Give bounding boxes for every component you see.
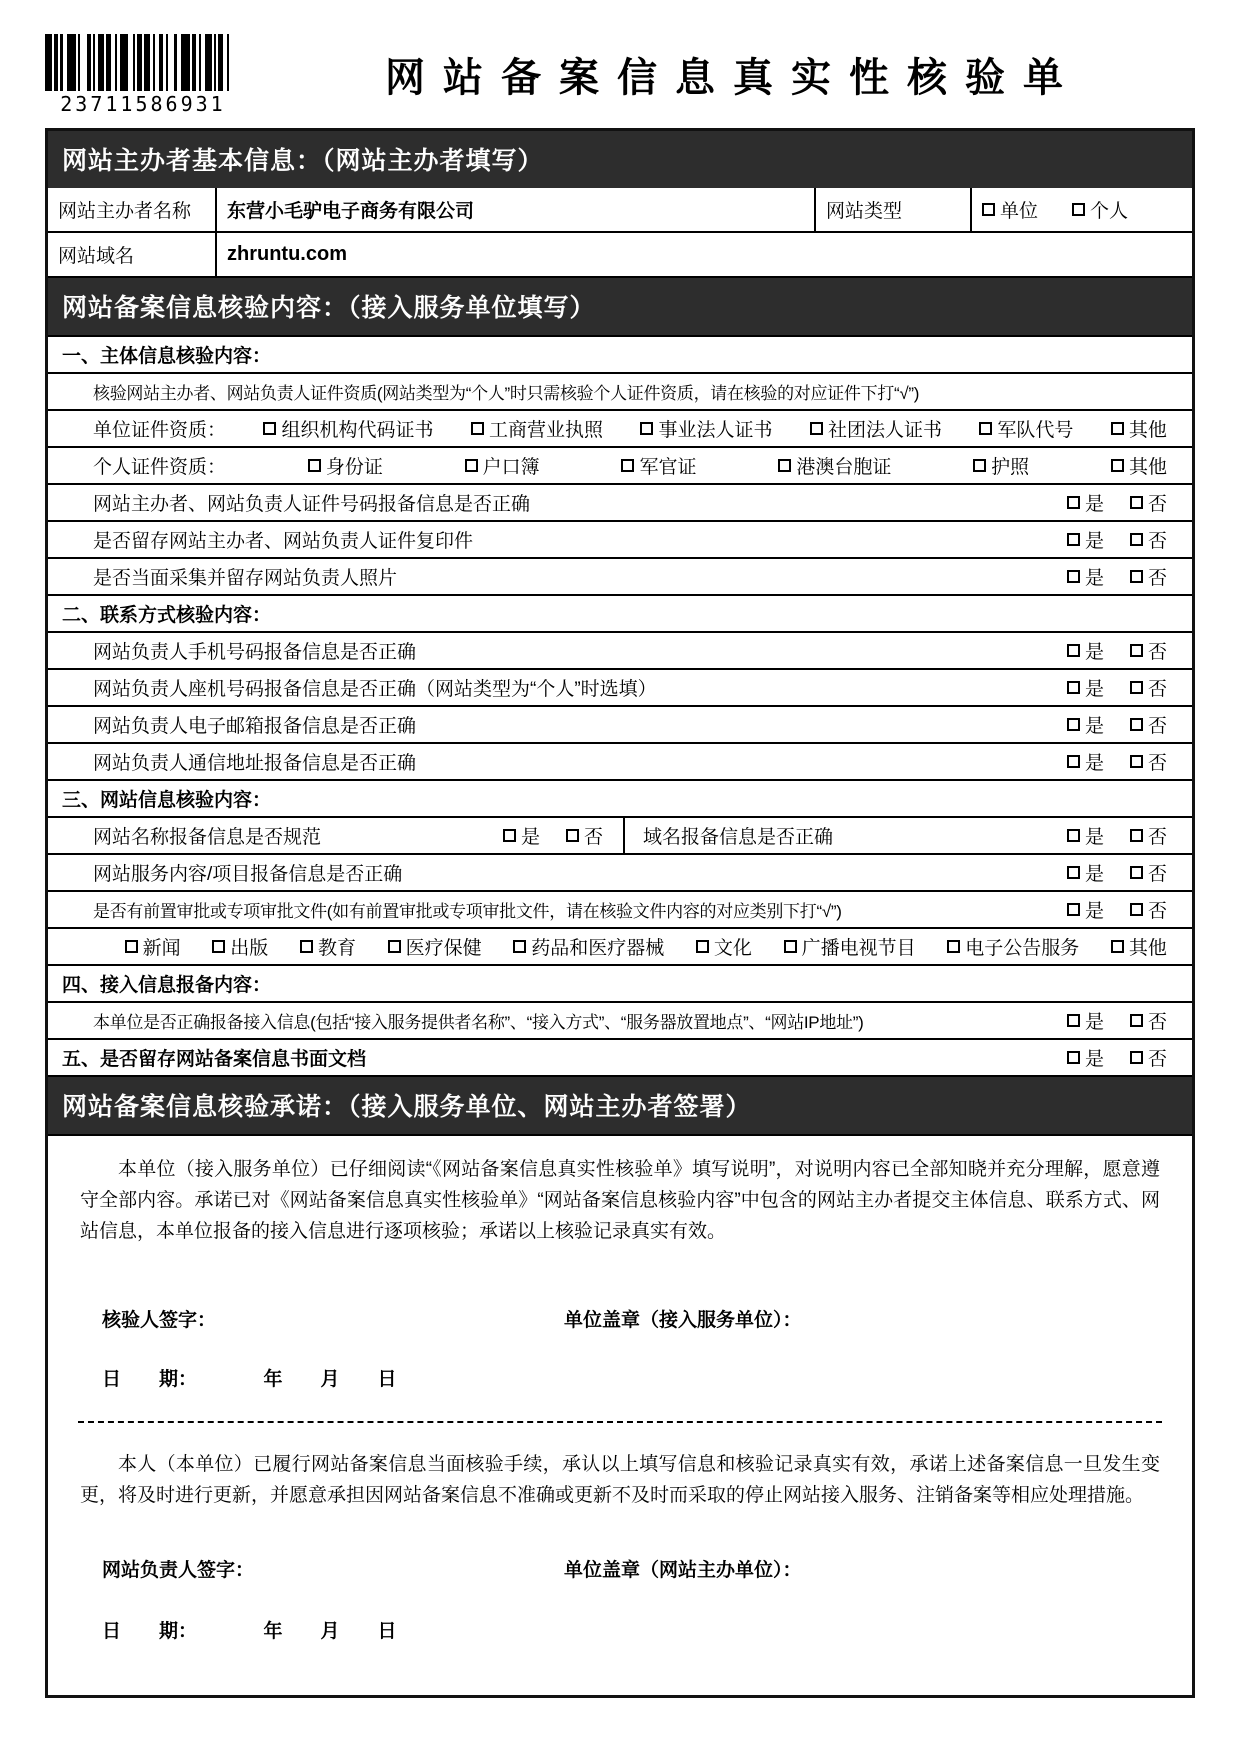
checkbox-icon[interactable] <box>263 422 276 435</box>
yes-no-group <box>1067 748 1192 775</box>
responsible-sign-label: 网站负责人签字： <box>102 1560 255 1581</box>
verify-subheader: 一、主体信息核验内容： <box>62 346 272 367</box>
checkbox-icon[interactable] <box>1130 1014 1143 1027</box>
yes-option[interactable] <box>1067 711 1104 738</box>
site-type-option-unit[interactable]: 单位 <box>982 196 1038 223</box>
verify-question: 五、是否留存网站备案信息书面文档 <box>62 1049 367 1070</box>
yes-no-group <box>1067 711 1192 738</box>
checkbox-icon[interactable] <box>1067 533 1080 546</box>
option-item[interactable] <box>513 933 664 960</box>
yes-option[interactable] <box>1067 563 1104 590</box>
verify-row <box>48 927 1192 964</box>
verify-row <box>48 1001 1192 1038</box>
no-option[interactable] <box>1130 859 1167 886</box>
option-label: 其他 <box>1128 938 1167 959</box>
option-label: 是 <box>1084 679 1104 700</box>
yes-no-group <box>1067 822 1192 849</box>
option-label: 文化 <box>713 938 752 959</box>
checkbox-icon[interactable] <box>1067 496 1080 509</box>
verify-subheader: 二、联系方式核验内容： <box>62 605 272 626</box>
option-label: 是 <box>1084 531 1104 552</box>
option-label: 军官证 <box>639 457 697 478</box>
yes-no-group <box>1067 674 1192 701</box>
checkbox-icon[interactable] <box>947 940 960 953</box>
no-option[interactable] <box>1130 674 1167 701</box>
verify-row <box>48 1038 1192 1075</box>
verify-question: 是否当面采集并留存网站负责人照片 <box>93 568 398 589</box>
isp-sign-row <box>74 1305 1166 1332</box>
yes-option[interactable] <box>1067 748 1104 775</box>
verify-row <box>48 964 1192 1001</box>
checkbox-icon[interactable] <box>1130 570 1143 583</box>
checkbox-icon[interactable] <box>1130 866 1143 879</box>
option-label: 是 <box>1084 642 1104 663</box>
verify-question: 是否有前置审批或专项审批文件(如有前置审批或专项审批文件，请在核验文件内容的对应类别下打“√”) <box>93 902 842 921</box>
verify-row <box>48 409 1192 446</box>
yes-option[interactable] <box>1067 489 1104 516</box>
option-item[interactable] <box>388 933 482 960</box>
option-label: 否 <box>1147 531 1167 552</box>
option-item[interactable] <box>778 452 891 479</box>
verify-row <box>48 446 1192 483</box>
option-item[interactable] <box>308 452 383 479</box>
verify-row <box>48 520 1192 557</box>
option-label: 否 <box>1147 753 1167 774</box>
no-option[interactable] <box>1130 489 1167 516</box>
verify-row <box>48 372 1192 409</box>
checkbox-icon[interactable] <box>308 459 321 472</box>
checkbox-icon[interactable] <box>1130 533 1143 546</box>
option-item[interactable] <box>212 933 268 960</box>
yes-option[interactable] <box>1067 859 1104 886</box>
option-label: 否 <box>1147 494 1167 515</box>
checkbox-icon[interactable] <box>1130 496 1143 509</box>
no-option[interactable] <box>1130 896 1167 923</box>
checkbox-icon[interactable] <box>640 422 653 435</box>
verify-question: 网站负责人手机号码报备信息是否正确 <box>93 642 417 663</box>
option-item[interactable] <box>125 933 181 960</box>
unit-seal-isp-label: 单位盖章（接入服务单位）： <box>564 1310 802 1331</box>
checkbox-icon[interactable] <box>513 940 526 953</box>
option-label: 是 <box>1084 753 1104 774</box>
organizer-name-label: 网站主办者名称 <box>58 201 192 222</box>
verify-row <box>48 335 1192 372</box>
option-item[interactable] <box>784 933 916 960</box>
option-label: 出版 <box>230 938 269 959</box>
checkbox-icon[interactable] <box>1067 681 1080 694</box>
option-label: 否 <box>1147 1049 1167 1070</box>
site-type-option-personal[interactable]: 个人 <box>1072 196 1128 223</box>
option-label: 否 <box>1147 901 1167 922</box>
option-label: 是 <box>1084 827 1104 848</box>
option-item[interactable] <box>1111 933 1167 960</box>
verify-question: 网站负责人电子邮箱报备信息是否正确 <box>93 716 417 737</box>
checkbox-icon[interactable] <box>696 940 709 953</box>
checkbox-icon[interactable] <box>1067 1051 1080 1064</box>
checkbox-icon[interactable] <box>1067 570 1080 583</box>
verify-question: 网站负责人通信地址报备信息是否正确 <box>93 753 417 774</box>
verify-question: 本单位是否正确报备接入信息(包括“接入服务提供者名称”、“接入方式”、“服务器放置地点”、“网站IP地址”) <box>93 1013 864 1032</box>
verifier-sign-label: 核验人签字： <box>102 1310 217 1331</box>
verify-row <box>48 816 1192 853</box>
domain-row <box>48 231 1192 276</box>
yes-no-group <box>1067 859 1192 886</box>
option-label: 电子公告服务 <box>965 938 1080 959</box>
no-option[interactable] <box>1130 1007 1167 1034</box>
option-item[interactable] <box>947 933 1079 960</box>
checkbox-icon[interactable] <box>1130 755 1143 768</box>
split-right-cell <box>625 822 1192 849</box>
yes-option[interactable] <box>1067 1044 1104 1071</box>
domain-label: 网站域名 <box>58 246 135 267</box>
checkbox-icon[interactable] <box>503 829 516 842</box>
yes-no-group <box>1067 489 1192 516</box>
page-title: 网站备案信息真实性核验单 <box>385 56 1081 100</box>
checkbox-icon[interactable] <box>1130 681 1143 694</box>
option-label: 社团法人证书 <box>827 420 942 441</box>
checkbox-icon[interactable] <box>1130 903 1143 916</box>
option-row <box>48 933 1192 960</box>
checkbox-icon[interactable] <box>810 422 823 435</box>
verify-question: 是否留存网站主办者、网站负责人证件复印件 <box>93 531 474 552</box>
isp-date-line: 日 期： 年 月 日 <box>102 1369 397 1390</box>
checkbox-icon[interactable] <box>982 203 995 216</box>
option-label: 新闻 <box>142 938 181 959</box>
unit-seal-organizer-label: 单位盖章（网站主办单位）： <box>564 1560 802 1581</box>
option-row-label: 个人证件资质： <box>93 457 227 478</box>
yes-no-group <box>1067 896 1192 923</box>
split-left-cell <box>48 818 625 853</box>
option-label: 军队代号 <box>997 420 1074 441</box>
verify-question: 网站负责人座机号码报备信息是否正确（网站类型为“个人”时选填） <box>93 679 657 700</box>
checkbox-icon[interactable] <box>778 459 791 472</box>
checkbox-icon[interactable] <box>1067 903 1080 916</box>
verify-subheader: 三、网站信息核验内容： <box>62 790 272 811</box>
verification-form <box>45 128 1195 1698</box>
checkbox-icon[interactable] <box>1067 866 1080 879</box>
site-type-options <box>970 188 1192 231</box>
option-label: 是 <box>1084 1049 1104 1070</box>
verify-row <box>48 631 1192 668</box>
option-item[interactable] <box>696 933 752 960</box>
option-label: 其他 <box>1128 420 1167 441</box>
pledge-paragraph-organizer: 本人（本单位）已履行网站备案信息当面核验手续，承认以上填写信息和核验记录真实有效，承诺上述备案信息一旦发生变更，将及时进行更新，并愿意承担因网站备案信息不准确或更新不及时而采取的停止网站接入服务、注销备案等相应处理措施。 <box>80 1454 1160 1506</box>
yes-option[interactable] <box>1067 896 1104 923</box>
option-label: 是 <box>1084 864 1104 885</box>
option-row-label: 单位证件资质： <box>93 420 227 441</box>
barcode-number: 23711586931 <box>60 92 226 116</box>
no-option[interactable] <box>1130 1044 1167 1071</box>
no-option[interactable] <box>1130 526 1167 553</box>
option-label: 否 <box>1147 716 1167 737</box>
no-option[interactable] <box>566 822 603 849</box>
checkbox-icon[interactable] <box>1072 203 1085 216</box>
checkbox-icon[interactable] <box>566 829 579 842</box>
checkbox-icon[interactable] <box>1111 422 1124 435</box>
option-label: 否 <box>583 827 603 848</box>
verify-question: 域名报备信息是否正确 <box>643 827 834 848</box>
checkbox-icon[interactable] <box>1067 644 1080 657</box>
organizer-name-value: 东营小毛驴电子商务有限公司 <box>215 188 814 231</box>
verification-rows <box>48 335 1192 1075</box>
no-option[interactable] <box>1130 563 1167 590</box>
option-label: 组织机构代码证书 <box>281 420 434 441</box>
option-label: 否 <box>1147 1012 1167 1033</box>
organizer-name-row <box>48 188 1192 231</box>
option-row <box>48 452 1192 479</box>
pledge-paragraph-isp: 本单位（接入服务单位）已仔细阅读“《网站备案信息真实性核验单》填写说明”，对说明内容已全部知晓并充分理解，愿意遵守全部内容。承诺已对《网站备案信息真实性核验单》“网站备案信息核验内容”中包含的网站主办者提交主体信息、联系方式、网站信息，本单位报备的接入信息进行逐项核验；承诺以上核验记录真实有效。 <box>80 1159 1160 1242</box>
section-header-verification: 网站备案信息核验内容：（接入服务单位填写） <box>48 276 1192 335</box>
yes-option[interactable] <box>1067 526 1104 553</box>
verify-question: 网站主办者、网站负责人证件号码报备信息是否正确 <box>93 494 531 515</box>
checkbox-icon[interactable] <box>1111 940 1124 953</box>
checkbox-icon[interactable] <box>125 940 138 953</box>
verify-row <box>48 890 1192 927</box>
option-label: 是 <box>1084 568 1104 589</box>
site-type-label: 网站类型 <box>814 188 970 231</box>
option-item[interactable] <box>979 415 1073 442</box>
option-item[interactable] <box>465 452 540 479</box>
yes-option[interactable] <box>503 822 540 849</box>
option-item[interactable] <box>263 415 433 442</box>
barcode <box>45 34 241 116</box>
checkbox-icon[interactable] <box>621 459 634 472</box>
verify-row <box>48 853 1192 890</box>
checkbox-icon[interactable] <box>300 940 313 953</box>
organizer-date-line: 日 期： 年 月 日 <box>102 1621 397 1642</box>
option-label: 事业法人证书 <box>658 420 773 441</box>
option-item[interactable] <box>1111 415 1167 442</box>
section-header-pledge: 网站备案信息核验承诺：（接入服务单位、网站主办者签署） <box>48 1075 1192 1134</box>
option-item[interactable] <box>1111 452 1167 479</box>
option-label: 否 <box>1147 568 1167 589</box>
checkbox-icon[interactable] <box>1130 829 1143 842</box>
option-label: 否 <box>1147 679 1167 700</box>
option-label: 护照 <box>991 457 1030 478</box>
organizer-sign-row <box>74 1555 1166 1582</box>
option-item[interactable] <box>640 415 772 442</box>
no-option[interactable] <box>1130 822 1167 849</box>
checkbox-icon[interactable] <box>388 940 401 953</box>
checkbox-icon[interactable] <box>1067 829 1080 842</box>
pledge-section <box>48 1134 1192 1695</box>
pledge-isp-half <box>74 1154 1166 1391</box>
option-label: 身份证 <box>325 457 383 478</box>
verify-instruction: 核验网站主办者、网站负责人证件资质(网站类型为“个人”时只需核验个人证件资质，请在核验的对应证件下打“√”) <box>93 384 920 403</box>
option-item[interactable] <box>300 933 356 960</box>
checkbox-icon[interactable] <box>1067 718 1080 731</box>
yes-option[interactable] <box>1067 822 1104 849</box>
yes-no-group <box>503 822 623 849</box>
verify-row <box>48 705 1192 742</box>
no-option[interactable] <box>1130 748 1167 775</box>
verify-row <box>48 742 1192 779</box>
yes-no-group <box>1067 526 1192 553</box>
option-label: 是 <box>1084 716 1104 737</box>
verify-row <box>48 779 1192 816</box>
option-label: 否 <box>1147 827 1167 848</box>
verify-row <box>48 668 1192 705</box>
checkbox-icon[interactable] <box>979 422 992 435</box>
dashed-divider <box>78 1421 1162 1423</box>
checkbox-icon[interactable] <box>1067 755 1080 768</box>
checkbox-icon[interactable] <box>1130 1051 1143 1064</box>
verify-subheader: 四、接入信息报备内容： <box>62 975 272 996</box>
option-label: 是 <box>1084 494 1104 515</box>
option-label: 教育 <box>317 938 356 959</box>
checkbox-icon[interactable] <box>1130 644 1143 657</box>
verify-question: 网站服务内容/项目报备信息是否正确 <box>93 864 403 885</box>
no-option[interactable] <box>1130 637 1167 664</box>
yes-option[interactable] <box>1067 637 1104 664</box>
yes-no-group <box>1067 563 1192 590</box>
verify-question: 网站名称报备信息是否规范 <box>93 827 322 848</box>
option-item[interactable] <box>810 415 942 442</box>
option-label: 是 <box>1084 1012 1104 1033</box>
no-option[interactable] <box>1130 711 1167 738</box>
section-header-basic-info: 网站主办者基本信息：（网站主办者填写） <box>48 131 1192 188</box>
checkbox-icon[interactable] <box>465 459 478 472</box>
pledge-organizer-half <box>74 1449 1166 1695</box>
yes-option[interactable] <box>1067 1007 1104 1034</box>
checkbox-icon[interactable] <box>212 940 225 953</box>
verify-row <box>48 594 1192 631</box>
option-label: 否 <box>1147 864 1167 885</box>
option-item[interactable] <box>621 452 696 479</box>
yes-no-group <box>1067 637 1192 664</box>
barcode-bars-icon <box>45 34 241 91</box>
option-item[interactable] <box>471 415 603 442</box>
checkbox-icon[interactable] <box>471 422 484 435</box>
option-label: 医疗保健 <box>405 938 482 959</box>
option-label: 药品和医疗器械 <box>531 938 665 959</box>
verify-row <box>48 483 1192 520</box>
option-label: 广播电视节目 <box>801 938 916 959</box>
verify-row <box>48 557 1192 594</box>
option-label: 港澳台胞证 <box>796 457 892 478</box>
yes-option[interactable] <box>1067 674 1104 701</box>
domain-value: zhruntu.com <box>215 233 1192 276</box>
checkbox-icon[interactable] <box>1111 459 1124 472</box>
option-label: 否 <box>1147 642 1167 663</box>
top-header <box>45 34 1195 116</box>
option-item[interactable] <box>973 452 1029 479</box>
option-label: 其他 <box>1128 457 1167 478</box>
option-label: 工商营业执照 <box>488 420 603 441</box>
yes-no-group <box>1067 1044 1192 1071</box>
checkbox-icon[interactable] <box>973 459 986 472</box>
checkbox-icon[interactable] <box>1067 1014 1080 1027</box>
option-row <box>48 415 1192 442</box>
option-label: 是 <box>520 827 540 848</box>
option-label: 户口簿 <box>482 457 540 478</box>
option-label: 是 <box>1084 901 1104 922</box>
checkbox-icon[interactable] <box>784 940 797 953</box>
yes-no-group <box>1067 1007 1192 1034</box>
checkbox-icon[interactable] <box>1130 718 1143 731</box>
